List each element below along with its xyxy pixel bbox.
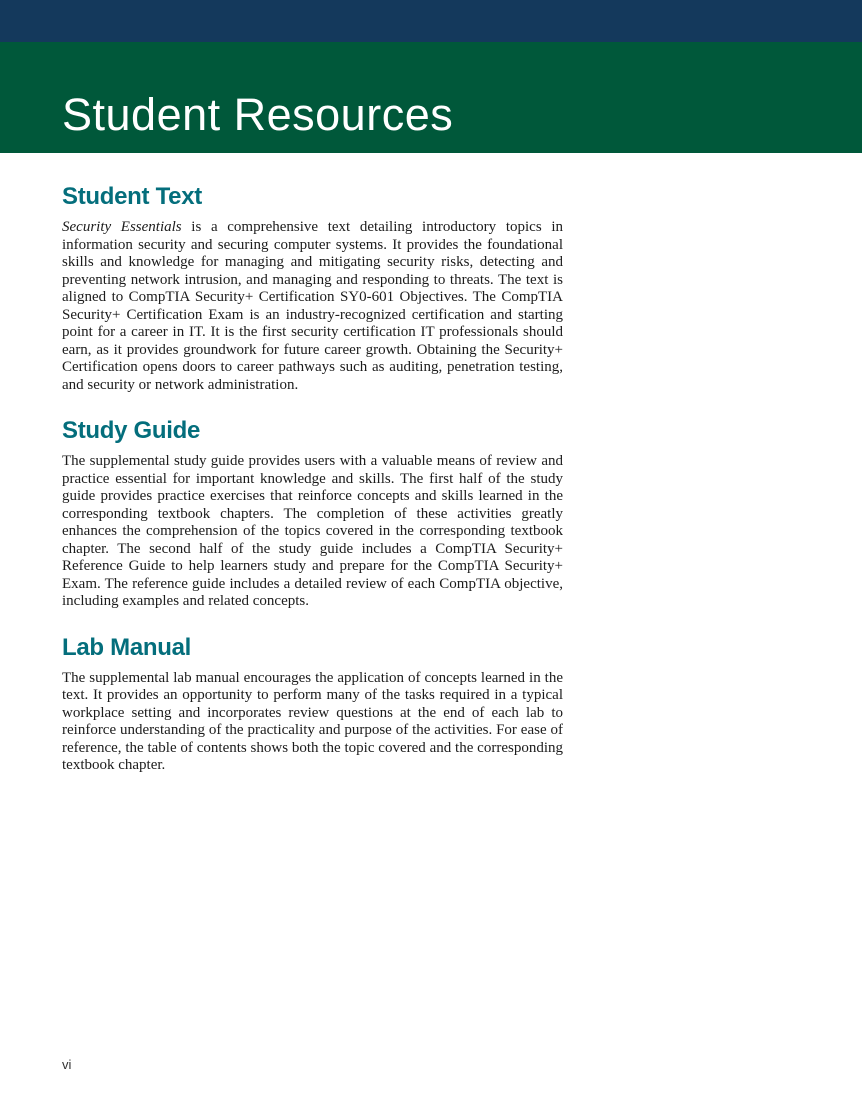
section-body-text: The supplemental lab manual encourages the application of concepts learned in the text. It provides an opportunity to perform many of the tasks required in a typical workplace setting and incorporates review questions at the end of each lab to reinforce understanding of the practicality and purpose of the activities. For ease of reference, the table of contents shows both the topic covered and the corresponding textbook chapter. [62, 669, 563, 773]
section-student-text [62, 183, 563, 394]
top-navy-bar [0, 0, 862, 42]
section-study-guide [62, 417, 563, 611]
section-lab-manual [62, 634, 563, 775]
page-number: vi [62, 1057, 72, 1072]
section-body-text: The supplemental study guide provides users with a valuable means of review and practice essential for important knowledge and skills. The first half of the study guide provides practice exercises that reinforce concepts and skills learned in the corresponding textbook chapters. The completion of these activities greatly enhances the comprehension of the topics covered in the corresponding textbook chapter. The second half of the study guide includes a CompTIA Security+ Reference Guide to help learners study and prepare for the CompTIA Security+ Exam. The reference guide includes a detailed review of each CompTIA objective, including examples and related concepts. [62, 453, 563, 609]
section-heading-lab-manual: Lab Manual [62, 633, 192, 661]
section-paragraph [62, 453, 563, 611]
book-title-italic: Security Essentials [62, 219, 182, 235]
section-body-text: is a comprehensive text detailing introductory topics in information security and securing computer systems. It provides the foundational skills and knowledge for managing and mitigating security risks, detecting and preventing network intrusion, and managing and responding to threats. The text is aligned to CompTIA Security+ Certification SY0-601 Objectives. The CompTIA Security+ Certification Exam is an industry-recognized certification and starting point for a career in IT. It is the first security certification IT professionals should earn, as it provides groundwork for future career growth. Obtaining the Security+ Certification opens doors to career pathways such as auditing, penetration testing, and security or network administration. [62, 219, 563, 393]
page-content [62, 183, 563, 775]
section-heading-study-guide: Study Guide [62, 417, 201, 444]
section-paragraph [62, 670, 563, 775]
chapter-banner [0, 42, 862, 153]
section-heading-student-text: Student Text [62, 183, 202, 210]
page-title: Student Resources [62, 89, 454, 140]
section-paragraph [62, 219, 563, 394]
